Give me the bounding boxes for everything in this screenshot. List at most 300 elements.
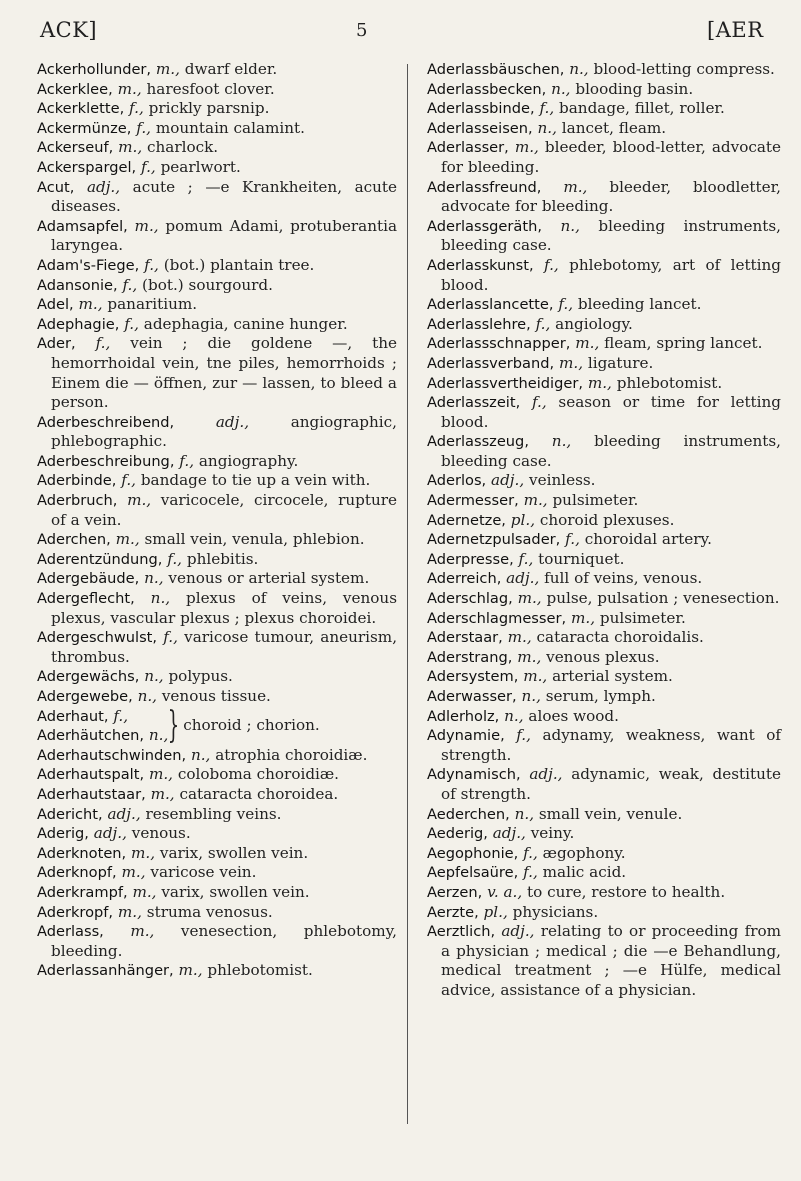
entry-headword: Aderhäutchen,	[37, 727, 145, 745]
entry-headword: Aderlasszeug,	[427, 433, 529, 451]
entry-headword: Aderchen,	[37, 531, 111, 549]
entry-definition: dwarf elder.	[184, 60, 278, 78]
entry-definition: ligature.	[587, 353, 654, 372]
entry-headword: Aderlassbäuschen,	[427, 61, 565, 78]
dictionary-entry	[427, 589, 781, 609]
entry-definition: polypus.	[168, 667, 233, 686]
entry-definition: venesection, phlebotomy, bleeding.	[51, 922, 398, 960]
entry-headword: Adamsapfel,	[37, 217, 128, 235]
entry-definition: adynamy, weakness, want of strength.	[441, 726, 781, 764]
entry-headword: Aerztlich,	[427, 923, 496, 941]
entry-definition: venous tissue.	[161, 687, 271, 705]
entry-headword: Ackerspargel,	[37, 158, 137, 176]
dictionary-entry	[37, 530, 397, 550]
entry-headword: Aderlassschnapper,	[427, 335, 571, 353]
entry-pos: m.,	[517, 647, 542, 666]
dictionary-entry	[37, 844, 397, 864]
dictionary-entry	[37, 217, 397, 256]
entry-definition: arterial system.	[552, 667, 673, 686]
entry-pos: n.,	[148, 726, 169, 745]
dictionary-entry	[37, 569, 397, 589]
entry-headword: Adergeflecht,	[37, 590, 135, 608]
dictionary-entry	[37, 80, 397, 100]
entry-definition: panaritium.	[107, 295, 198, 314]
dictionary-entry	[37, 60, 397, 80]
entry-definition: struma venosus.	[146, 902, 273, 921]
dictionary-entry	[37, 589, 397, 628]
left-column	[37, 60, 397, 981]
entry-pos: m.,	[507, 628, 532, 647]
dictionary-entry	[427, 334, 781, 354]
entry-headword: Ackerklette,	[37, 100, 125, 118]
entry-definition: angiographic, phlebographic.	[51, 412, 397, 451]
dictionary-entry	[427, 119, 781, 139]
entry-headword: Aderwasser,	[427, 688, 517, 705]
dictionary-entry	[37, 687, 397, 707]
dictionary-entry	[427, 844, 781, 864]
entry-pos: pl.,	[483, 902, 508, 921]
page-number: 5	[356, 20, 368, 41]
dictionary-entry	[427, 315, 781, 335]
dictionary-entry	[427, 805, 781, 825]
left-entries	[37, 60, 397, 707]
brace-entry	[37, 707, 397, 746]
entry-pos: m.,	[78, 295, 103, 314]
entry-definition: haresfoot clover.	[146, 79, 275, 98]
entry-headword: Ackerklee,	[37, 80, 113, 98]
entry-pos: f.,	[523, 843, 538, 862]
entry-pos: n.,	[537, 118, 557, 137]
dictionary-entry	[37, 119, 397, 139]
entry-definition: bleeding instruments, bleeding case.	[441, 216, 782, 255]
dictionary-entry	[427, 922, 781, 1000]
dictionary-entry	[37, 863, 397, 883]
entry-definition: varicose tumour, aneurism, thrombus.	[51, 628, 398, 666]
entry-headword: Ader,	[37, 335, 76, 353]
entry-headword: Aderstrang,	[427, 648, 513, 666]
entry-pos: f.,	[95, 334, 111, 353]
dictionary-entry	[427, 491, 781, 511]
entry-headword: Aderschlag,	[427, 590, 513, 608]
entry-headword: Aepfelsaüre,	[427, 864, 519, 882]
entry-pos: f.,	[539, 99, 555, 118]
entry-headword: Adel,	[37, 296, 74, 314]
entry-definition: varix, swollen vein.	[159, 843, 309, 862]
entry-pos: f.,	[144, 255, 159, 274]
entry-headword: Adergebäude,	[37, 570, 140, 588]
entry-headword: Aederchen,	[427, 805, 510, 823]
entry-headword: Aderlassbecken,	[427, 80, 547, 98]
entry-headword: Ackerhollunder,	[37, 61, 152, 78]
entry-pos: f.,	[518, 549, 534, 568]
entry-definition: phlebotomist.	[616, 373, 723, 392]
entry-definition: small vein, venula, phlebion.	[144, 530, 365, 549]
entry-headword: Aderlasszeit,	[427, 394, 521, 412]
entry-definition: pearlwort.	[160, 157, 241, 176]
entry-headword: Aderknopf,	[37, 864, 117, 882]
entry-headword: Aderhaut,	[37, 707, 109, 725]
entry-headword: Aderkropf,	[37, 903, 114, 921]
dictionary-entry	[427, 256, 781, 295]
entry-pos: m.,	[121, 863, 146, 882]
entry-headword: Aderbeschreibend,	[37, 413, 175, 431]
entry-headword: Aderbruch,	[37, 492, 118, 510]
entry-definition: adynamic, weak, destitute of strength.	[441, 765, 781, 803]
dictionary-entry	[37, 903, 397, 923]
entry-pos: m.,	[117, 902, 142, 921]
header-right-guide: [AER	[707, 18, 764, 42]
entry-pos: n.,	[150, 589, 171, 608]
dictionary-entry	[427, 569, 781, 589]
dictionary-entry	[427, 217, 781, 256]
dictionary-entry	[37, 491, 397, 530]
entry-pos: m.,	[587, 373, 612, 392]
entry-pos: adj.,	[506, 569, 540, 588]
entry-pos: adj.,	[93, 824, 127, 843]
dictionary-entry	[427, 138, 781, 177]
entry-definition: venous plexus.	[546, 647, 660, 666]
dictionary-entry	[427, 667, 781, 687]
entry-pos: v. a.,	[487, 882, 523, 901]
entry-headword: Adergeschwulst,	[37, 629, 158, 647]
brace-line	[37, 726, 168, 746]
entry-headword: Aderentzündung,	[37, 550, 163, 568]
entry-pos: n.,	[521, 687, 541, 705]
entry-definition: cataracta choroidalis.	[536, 628, 704, 647]
entry-definition: pulsimeter.	[599, 608, 686, 627]
entry-definition: vein ; die goldene —, the hemorrhoidal vein, tne piles, hemorrhoids ; Einem die — öffnen, zur — lassen, to bleed a person.	[51, 334, 397, 412]
entry-definition: phlebotomy, art of letting blood.	[441, 255, 782, 294]
entry-headword: Adergewächs,	[37, 668, 140, 686]
entry-pos: f.,	[535, 314, 551, 333]
entry-pos: m.,	[134, 216, 159, 235]
dictionary-entry	[427, 883, 781, 903]
entry-pos: adj.,	[107, 804, 141, 823]
entry-pos: n.,	[569, 60, 589, 78]
dictionary-entry	[427, 726, 781, 765]
dictionary-entry	[427, 628, 781, 648]
entry-headword: Aderlos,	[427, 472, 487, 490]
entry-pos: adj.,	[529, 765, 563, 784]
dictionary-entry	[37, 178, 397, 217]
left-entries-continued	[37, 746, 397, 981]
entry-headword: Aderlassgeräth,	[427, 217, 542, 235]
brace-line	[37, 707, 168, 727]
dictionary-entry	[427, 60, 781, 80]
dictionary-entry	[37, 276, 397, 296]
entry-pos: n.,	[190, 745, 211, 764]
entry-headword: Adynamie,	[427, 727, 505, 745]
entry-definition: veiny.	[530, 824, 575, 843]
entry-pos: f.,	[179, 451, 195, 470]
entry-headword: Adam's-Fiege,	[37, 256, 140, 274]
dictionary-entry	[427, 393, 781, 432]
dictionary-entry	[427, 687, 781, 707]
entry-headword: Aderlasser,	[427, 139, 509, 157]
entry-definition: choroid ; chorion.	[183, 716, 320, 735]
entry-headword: Ackermünze,	[37, 119, 132, 137]
entry-headword: Aderhautspalt,	[37, 766, 145, 784]
entry-definition: varicocele, circocele, rupture of a vein.	[51, 491, 397, 529]
entry-pos: n.,	[514, 804, 535, 823]
entry-definition: tourniquet.	[538, 549, 625, 568]
column-divider	[407, 64, 408, 1124]
entry-pos: m.,	[131, 843, 156, 862]
dictionary-entry	[37, 824, 397, 844]
entry-pos: f.,	[113, 706, 129, 725]
entry-definition: fleam, spring lancet.	[604, 334, 763, 353]
entry-definition: pulse, pulsation ; venesection.	[546, 589, 780, 608]
entry-pos: m.,	[148, 765, 173, 784]
entry-pos: f.,	[122, 275, 138, 294]
entry-definition: (bot.) sourgourd.	[142, 275, 273, 294]
entry-headword: Aderlasslancette,	[427, 296, 554, 314]
entry-pos: m.,	[117, 79, 142, 98]
dictionary-entry	[37, 746, 397, 766]
entry-definition: varicose vein.	[150, 863, 257, 882]
entry-definition: bleeding instruments, bleeding case.	[441, 432, 781, 470]
entry-pos: m.,	[523, 667, 548, 686]
dictionary-entry	[37, 550, 397, 570]
entry-pos: n.,	[551, 432, 572, 451]
entry-headword: Adlerholz,	[427, 707, 500, 725]
entry-headword: Adernetzpulsader,	[427, 531, 561, 549]
entry-headword: Adansonie,	[37, 276, 118, 294]
entry-definition: pulsimeter.	[552, 491, 639, 510]
dictionary-entry	[37, 961, 397, 981]
entry-headword: Aderknoten,	[37, 844, 127, 862]
dictionary-entry	[37, 413, 397, 452]
entry-definition: physicians.	[512, 902, 599, 921]
entry-definition: phlebitis.	[186, 549, 259, 568]
entry-headword: Aderlasslehre,	[427, 315, 531, 333]
dictionary-entry	[427, 432, 781, 471]
entry-definition: charlock.	[147, 138, 219, 157]
dictionary-entry	[427, 471, 781, 491]
entry-headword: Aderbinde,	[37, 472, 117, 490]
entry-definition: blood-letting compress.	[593, 60, 775, 78]
entry-headword: Aerzen,	[427, 883, 483, 901]
entry-pos: m.,	[127, 491, 152, 510]
page-header	[0, 0, 801, 50]
entry-headword: Adersystem,	[427, 668, 519, 686]
entry-pos: m.,	[523, 491, 548, 510]
entry-headword: Aderpresse,	[427, 550, 514, 568]
entry-pos: m.,	[558, 353, 584, 372]
dictionary-entry	[37, 138, 397, 158]
entry-definition: malic acid.	[542, 863, 627, 882]
entry-pos: f.,	[121, 471, 136, 490]
entry-definition: choroidal artery.	[584, 530, 712, 549]
entry-headword: Adericht,	[37, 805, 103, 823]
entry-headword: Aderhautstaar,	[37, 785, 146, 803]
entry-definition: bleeder, blood-letter, advocate for bleeding.	[441, 138, 781, 176]
entry-pos: pl.,	[510, 510, 536, 529]
entry-pos: m.,	[514, 138, 539, 157]
entry-pos: f.,	[558, 295, 574, 314]
entry-definition: serum, lymph.	[545, 687, 656, 705]
entry-headword: Aderbeschreibung,	[37, 452, 175, 470]
entry-definition: season or time for letting blood.	[441, 393, 782, 431]
dictionary-entry	[37, 667, 397, 687]
dictionary-entry	[427, 99, 781, 119]
dictionary-entry	[37, 158, 397, 178]
entry-definition: resembling veins.	[145, 804, 282, 823]
entry-pos: f.,	[124, 314, 139, 333]
dictionary-entry	[427, 863, 781, 883]
curly-brace-icon: }	[168, 705, 180, 747]
entry-pos: adj.,	[501, 922, 535, 941]
entry-pos: f.,	[129, 99, 144, 118]
entry-definition: plexus of veins, venous plexus, vascular plexus ; plexus choroidei.	[51, 589, 398, 627]
entry-definition: pomum Adami, protuberantia laryngea.	[51, 216, 398, 255]
dictionary-entry	[37, 765, 397, 785]
entry-pos: f.,	[565, 530, 580, 549]
entry-definition: bleeder, bloodletter, advocate for bleeding.	[441, 177, 782, 216]
dictionary-entry	[427, 550, 781, 570]
entry-pos: m.,	[178, 961, 203, 980]
entry-headword: Adergewebe,	[37, 688, 133, 705]
brace-headwords	[37, 707, 168, 746]
entry-headword: Aderlasseisen,	[427, 119, 533, 137]
entry-headword: Aderlassvertheidiger,	[427, 374, 583, 392]
entry-headword: Aderlassanhänger,	[37, 962, 174, 980]
entry-definition: aloes wood.	[528, 706, 619, 725]
entry-pos: m.,	[118, 138, 143, 157]
entry-definition: mountain calamint.	[155, 118, 305, 137]
entry-headword: Adernetze,	[427, 511, 506, 529]
entry-definition: veinless.	[529, 471, 596, 490]
entry-headword: Aerzte,	[427, 903, 479, 921]
entry-pos: m.,	[563, 177, 588, 196]
entry-definition: relating to or proceeding from a physician ; medical ; die —e Behandlung, medical treatment ; —e Hülfe, medical advice, assistance of a physician.	[441, 922, 782, 999]
entry-definition: ægophony.	[542, 843, 626, 862]
entry-pos: m.,	[130, 922, 155, 941]
dictionary-entry	[427, 648, 781, 668]
entry-headword: Aderkrampf,	[37, 883, 128, 901]
entry-headword: Aderlasskunst,	[427, 256, 534, 274]
entry-pos: n.,	[144, 569, 164, 588]
entry-headword: Adynamisch,	[427, 766, 521, 784]
entry-pos: f.,	[167, 549, 183, 568]
entry-pos: f.,	[140, 157, 156, 176]
entry-pos: n.,	[144, 667, 164, 686]
entry-pos: f.,	[136, 118, 151, 137]
dictionary-entry	[37, 99, 397, 119]
entry-headword: Aderlassverband,	[427, 354, 555, 372]
entry-headword: Aderlassfreund,	[427, 178, 542, 196]
dictionary-entry	[37, 295, 397, 315]
entry-headword: Aederig,	[427, 825, 488, 843]
entry-pos: n.,	[560, 216, 580, 235]
dictionary-entry	[427, 374, 781, 394]
entry-pos: m.,	[155, 60, 180, 78]
entry-definition: adephagia, canine hunger.	[143, 314, 348, 333]
entry-definition: coloboma choroidiæ.	[177, 765, 340, 784]
dictionary-entry	[37, 471, 397, 491]
dictionary-entry	[427, 765, 781, 804]
dictionary-entry	[427, 530, 781, 550]
entry-headword: Adephagie,	[37, 315, 120, 333]
dictionary-entry	[427, 903, 781, 923]
entry-definition: bandage to tie up a vein with.	[140, 471, 371, 490]
dictionary-entry	[427, 354, 781, 374]
header-left-guide: ACK]	[40, 18, 98, 42]
entry-headword: Aegophonie,	[427, 844, 519, 862]
entry-definition: choroid plexuses.	[539, 510, 675, 529]
dictionary-entry	[37, 334, 397, 412]
entry-headword: Adermesser,	[427, 492, 519, 510]
entry-definition: cataracta choroidea.	[179, 784, 339, 803]
entry-definition: (bot.) plantain tree.	[163, 255, 315, 274]
dictionary-entry	[427, 178, 781, 217]
entry-pos: adj.,	[491, 471, 525, 490]
entry-headword: Aderstaar,	[427, 629, 503, 647]
entry-definition: full of veins, venous.	[544, 569, 703, 588]
entry-headword: Aderreich,	[427, 570, 502, 588]
entry-definition: varix, swollen vein.	[161, 882, 310, 901]
entry-pos: f.,	[163, 628, 178, 647]
entry-definition: prickly parsnip.	[148, 99, 270, 118]
right-entries	[427, 60, 781, 1001]
entry-headword: Acut,	[37, 178, 75, 196]
dictionary-entry	[427, 511, 781, 531]
entry-definition: bleeding lancet.	[577, 295, 702, 314]
dictionary-entry	[37, 628, 397, 667]
entry-definition: acute ; —e Krankheiten, acute diseases.	[51, 177, 398, 216]
right-column	[427, 60, 781, 1001]
entry-pos: f.,	[544, 255, 559, 274]
entry-pos: f.,	[523, 863, 538, 882]
entry-headword: Aderhautschwinden,	[37, 746, 187, 764]
dictionary-entry	[37, 256, 397, 276]
entry-definition: to cure, restore to health.	[527, 882, 726, 901]
entry-definition: bandage, fillet, roller.	[559, 99, 725, 118]
dictionary-entry	[37, 315, 397, 335]
entry-headword: Aderschlagmesser,	[427, 609, 567, 627]
entry-pos: n.,	[137, 687, 158, 705]
dictionary-entry	[37, 922, 397, 961]
entry-headword: Ackerseuf,	[37, 139, 114, 157]
entry-definition: small vein, venule.	[538, 804, 683, 823]
entry-definition: venous or arterial system.	[168, 569, 370, 588]
entry-definition: venous.	[131, 824, 191, 843]
entry-definition: atrophia choroidiæ.	[215, 745, 368, 764]
dictionary-entry	[427, 707, 781, 727]
entry-pos: m.,	[570, 608, 596, 627]
dictionary-entry	[37, 805, 397, 825]
entry-headword: Aderlassbinde,	[427, 100, 535, 118]
dictionary-entry	[37, 452, 397, 472]
dictionary-entry	[37, 883, 397, 903]
entry-headword: Aderig,	[37, 825, 89, 843]
entry-pos: adj.,	[492, 824, 526, 843]
dictionary-entry	[427, 609, 781, 629]
entry-pos: n.,	[504, 706, 524, 725]
entry-definition: angiology.	[555, 314, 633, 333]
entry-pos: m.,	[517, 589, 542, 608]
entry-definition: lancet, fleam.	[561, 118, 667, 137]
dictionary-entry	[427, 80, 781, 100]
entry-definition: angiography.	[198, 451, 299, 470]
entry-pos: m.,	[575, 334, 600, 353]
entry-definition: phlebotomist.	[207, 961, 313, 980]
dictionary-entry	[427, 824, 781, 844]
entry-pos: f.,	[516, 726, 531, 745]
entry-definition: blooding basin.	[575, 79, 694, 98]
entry-pos: m.,	[150, 784, 175, 803]
entry-pos: m.,	[132, 882, 157, 901]
